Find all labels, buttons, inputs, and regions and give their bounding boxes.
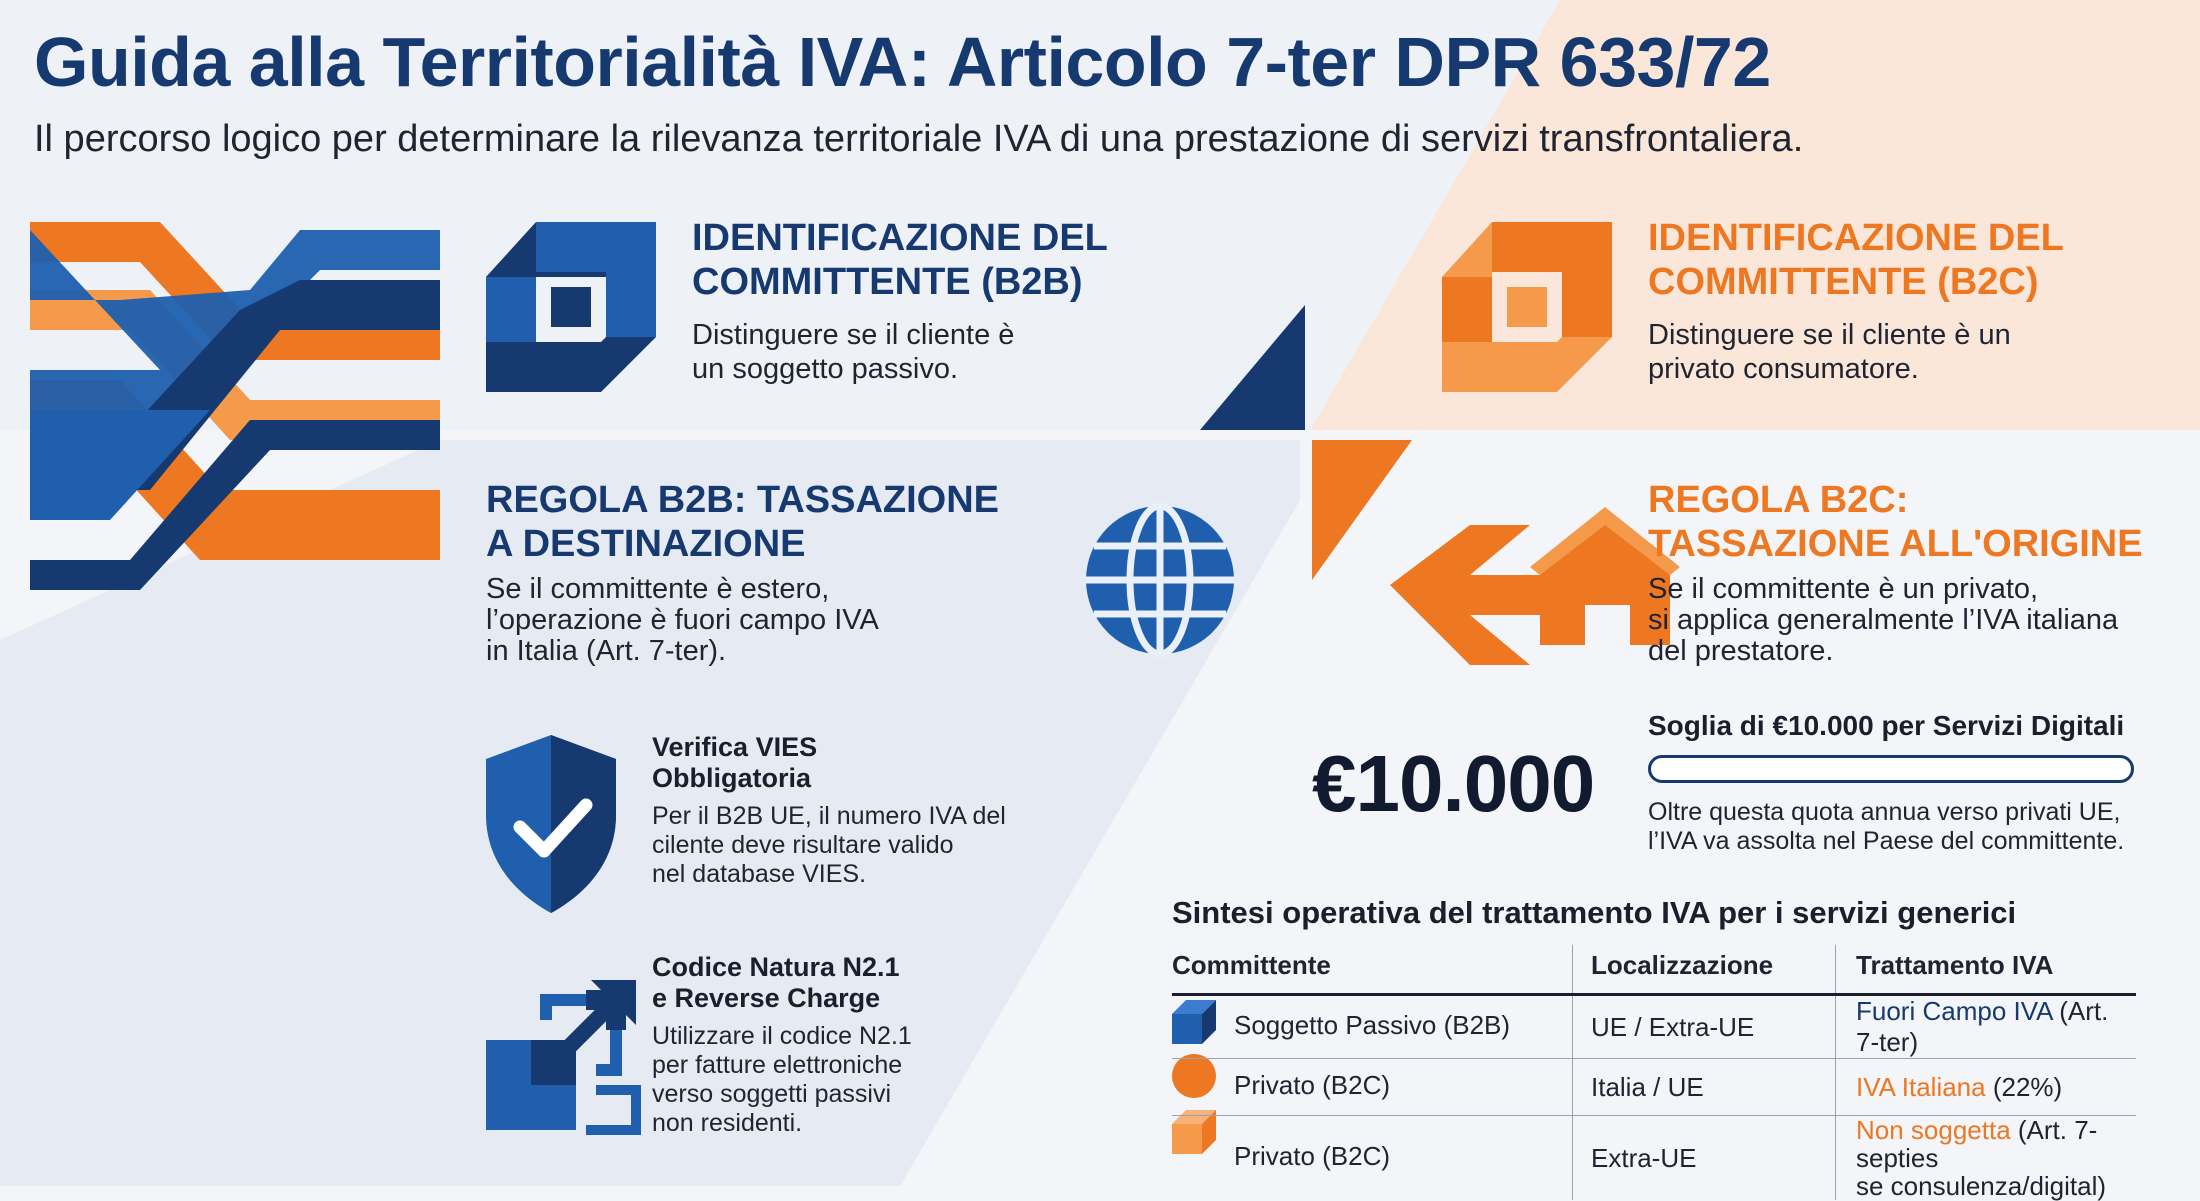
row-committente: Soggetto Passivo (B2B)	[1234, 1009, 1511, 1040]
row-trattamento-rest: (Art. 7-septies	[1856, 1115, 2098, 1173]
row-trattamento-cell	[1836, 1059, 2137, 1116]
code-text-1: Utilizzare il codice N2.1	[652, 1022, 912, 1050]
code-text-3: verso soggetti passivi	[652, 1080, 892, 1108]
b2c-rule-title-2: TASSAZIONE ALL'ORIGINE	[1648, 523, 2143, 565]
b2b-ident-block	[692, 216, 1108, 386]
b2c-ident-title-1: IDENTIFICAZIONE DEL	[1648, 217, 2064, 259]
header-localizzazione: Localizzazione	[1573, 945, 1836, 995]
b2b-ident-title-1: IDENTIFICAZIONE DEL	[692, 217, 1108, 259]
row-trattamento-cell	[1836, 1116, 2137, 1201]
b2b-rule-title-2: A DESTINAZIONE	[486, 523, 806, 565]
b2b-ident-text-2: un soggetto passivo.	[692, 353, 959, 385]
b2c-rule-title-1: REGOLA B2C:	[1648, 479, 1909, 521]
vies-block	[652, 732, 1006, 889]
b2c-rule-text-2: si applica generalmente l’IVA italiana	[1648, 604, 2119, 636]
threshold-text-1: Oltre questa quota annua verso privati UE,	[1648, 798, 2121, 826]
header-trattamento: Trattamento IVA	[1836, 945, 2137, 995]
b2b-rule-block	[486, 478, 999, 667]
b2b-rule-text-2: l’operazione è fuori campo IVA	[486, 604, 879, 636]
code-title-2: e Reverse Charge	[652, 983, 881, 1013]
code-text-2: per fatture elettroniche	[652, 1051, 903, 1079]
page-subtitle: Il percorso logico per determinare la rilevanza territoriale IVA di una prestazione di servizi transfrontaliera.	[34, 118, 1804, 160]
code-text-4: non residenti.	[652, 1109, 803, 1137]
table-row	[1172, 995, 2136, 1059]
b2c-rule-block	[1648, 478, 2143, 667]
row-committente-cell	[1172, 1059, 1573, 1116]
row-icon-spacer	[1172, 1005, 1216, 1049]
vies-title-2: Obbligatoria	[652, 763, 812, 793]
row-committente: Privato (B2C)	[1234, 1069, 1391, 1100]
b2c-ident-text-1: Distinguere se il cliente è un	[1648, 319, 2011, 351]
summary-table	[1172, 945, 2136, 1200]
threshold-amount: €10.000	[1312, 739, 1595, 828]
b2c-ident-title-2: COMMITTENTE (B2C)	[1648, 261, 2039, 303]
row-trattamento-rest: (22%)	[1985, 1071, 2063, 1102]
row-trattamento-highlight: Fuori Campo IVA	[1856, 996, 2053, 1026]
b2c-ident-block	[1648, 216, 2064, 386]
globe-icon	[1086, 506, 1234, 654]
summary-title: Sintesi operativa del trattamento IVA per i servizi generici	[1172, 895, 2017, 930]
b2c-ident-text-2: privato consumatore.	[1648, 353, 1919, 385]
row-trattamento-highlight: Non soggetta	[1856, 1115, 2011, 1145]
row-localizzazione: Extra-UE	[1573, 1116, 1836, 1201]
b2c-rule-text-1: Se il committente è un privato,	[1648, 573, 2039, 605]
threshold-text-2: l’IVA va assolta nel Paese del committente.	[1648, 827, 2125, 855]
row-trattamento-cell	[1836, 995, 2137, 1059]
row-trattamento-rest-2: se consulenza/digital)	[1856, 1171, 2107, 1201]
b2b-ident-title-2: COMMITTENTE (B2B)	[692, 261, 1083, 303]
row-trattamento-rest: (Art. 7-ter)	[1856, 996, 2109, 1057]
row-committente-cell	[1172, 1116, 1573, 1201]
row-icon-spacer	[1172, 1136, 1216, 1180]
threshold-title: Soglia di €10.000 per Servizi Digitali	[1648, 710, 2125, 741]
vies-text-2: cilente deve risultare valido	[652, 831, 954, 859]
b2b-rule-text-1: Se il committente è estero,	[486, 573, 830, 605]
row-localizzazione: UE / Extra-UE	[1573, 995, 1836, 1059]
vies-title-1: Verifica VIES	[652, 732, 818, 762]
threshold-text-block	[1648, 798, 2124, 856]
header-committente: Committente	[1172, 945, 1573, 995]
row-localizzazione: Italia / UE	[1573, 1059, 1836, 1116]
code-block	[652, 952, 912, 1138]
code-title-1: Codice Natura N2.1	[652, 952, 900, 982]
vies-text-1: Per il B2B UE, il numero IVA del	[652, 802, 1006, 830]
row-committente: Privato (B2C)	[1234, 1140, 1391, 1171]
b2b-ident-text-1: Distinguere se il cliente è	[692, 319, 1015, 351]
row-icon-spacer	[1172, 1065, 1216, 1109]
b2b-rule-text-3: in Italia (Art. 7-ter).	[486, 635, 727, 667]
table-row	[1172, 1059, 2136, 1116]
table-row	[1172, 1116, 2136, 1201]
summary-header-row	[1172, 945, 2136, 995]
row-trattamento-highlight: IVA Italiana	[1856, 1071, 1986, 1102]
b2b-rule-title-1: REGOLA B2B: TASSAZIONE	[486, 479, 1000, 521]
vies-text-3: nel database VIES.	[652, 860, 867, 888]
b2c-rule-text-3: del prestatore.	[1648, 635, 1834, 667]
page-title: Guida alla Territorialità IVA: Articolo 7-ter DPR 633/72	[34, 23, 1771, 101]
row-committente-cell	[1172, 995, 1573, 1059]
threshold-progress-bar	[1648, 755, 2134, 783]
